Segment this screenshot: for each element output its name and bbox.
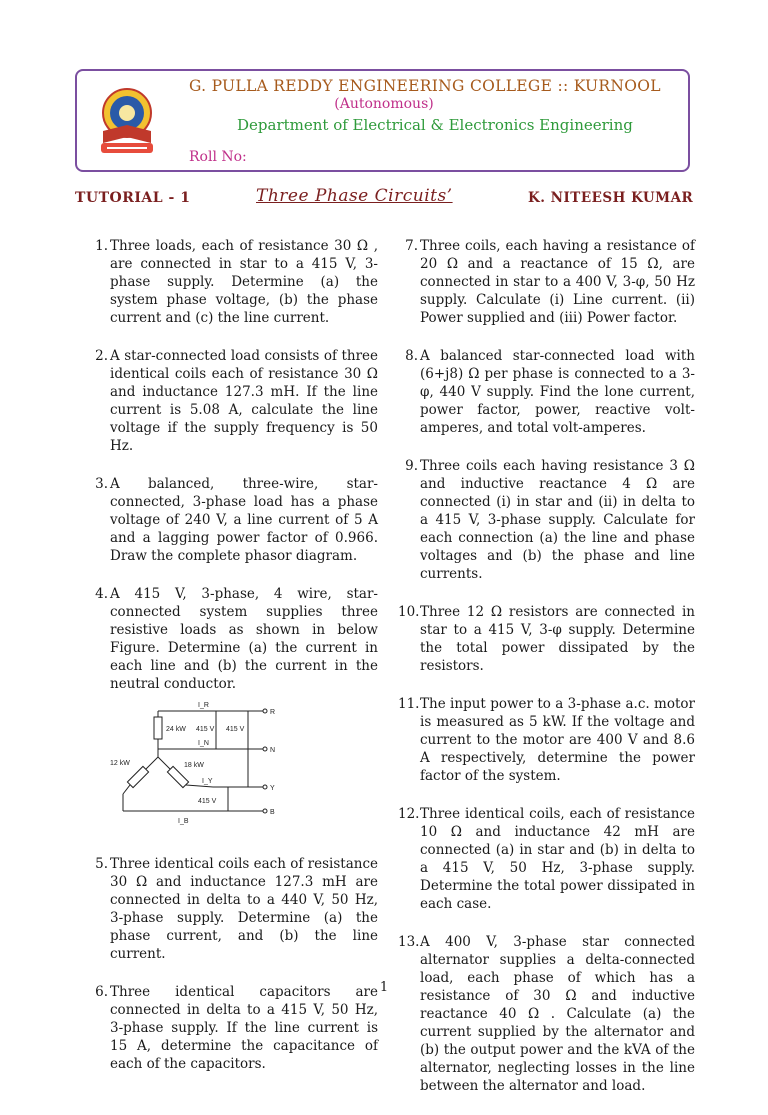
question-text: A balanced, three-wire, star-connected, 3-phase load has a phase voltage of 240 V, a line current of 5 A and a lagging power factor of 0.966. Draw the complete phasor diagram. (110, 476, 378, 564)
question-text: The input power to a 3-phase a.c. motor is measured as 5 kW. If the voltage and current to the motor are 400 V and 8.6 A respectively, determine the power factor of the system. (420, 696, 695, 784)
question-text: A 415 V, 3-phase, 4 wire, star-connected system supplies three resistive loads as shown in below Figure. Determine (a) the current in each line and (b) the current in the neutral conductor. (110, 586, 378, 692)
question-item (398, 237, 695, 327)
question-number: 2. (95, 348, 108, 364)
question-number: 3. (95, 476, 108, 492)
author-name: K. NITEESH KUMAR (528, 190, 694, 206)
label-ib: I_B (178, 818, 189, 825)
question-item (88, 237, 378, 327)
terminal-n: N (270, 747, 276, 754)
label-in: I_N (198, 740, 209, 747)
question-item (88, 585, 378, 693)
voltage-yb: 415 V (198, 798, 217, 805)
question-number: 10. (398, 604, 420, 620)
page-number: 1 (379, 980, 389, 995)
roll-no-label: Roll No: (189, 149, 247, 165)
question-item (88, 475, 378, 565)
question-number: 8. (405, 348, 418, 364)
question-number: 11. (398, 696, 420, 712)
college-name: G. PULLA REDDY ENGINEERING COLLEGE :: KURNOOL (189, 77, 661, 95)
question-item (398, 805, 695, 913)
voltage-rn: 415 V (196, 726, 215, 733)
tutorial-title: Three Phase Circuits’ (256, 186, 453, 206)
load-12kw: 12 kW (110, 760, 130, 767)
question-number: 9. (405, 458, 418, 474)
question-text: A 400 V, 3-phase star connected alternator supplies a delta-connected load, each phase of which has a resistance of 30 Ω and inductive reactance 40 Ω . Calculate (a) the current supplied by the alternator and (b) the output power and the kVA of the alternator, neglecting losses in the line between the alternator and load. (420, 934, 695, 1094)
question-number: 4. (95, 586, 108, 602)
load-18kw: 18 kW (184, 762, 204, 769)
load-24kw: 24 kW (166, 726, 186, 733)
question-item (88, 983, 378, 1073)
question-number: 1. (95, 238, 108, 254)
header-box (75, 69, 690, 172)
label-ir: I_R (198, 702, 209, 709)
question-item (398, 347, 695, 437)
question-text: Three coils each having resistance 3 Ω and inductive reactance 4 Ω are connected (i) in star and (ii) in delta to a 415 V, 3-phase supply. Calculate for each connection (a) the line and phase voltages and (b) the phase and line currents. (420, 458, 695, 582)
question-item (398, 603, 695, 675)
question-text: Three identical coils each of resistance 30 Ω and inductance 127.3 mH are connected in delta to a 440 V, 50 Hz, 3-phase supply. Determine (a) the phase current, and (b) the line current. (110, 856, 378, 962)
department-name: Department of Electrical & Electronics Engineering (237, 116, 633, 134)
question-item (398, 457, 695, 583)
question-item (398, 933, 695, 1095)
terminal-r: R (270, 709, 276, 716)
terminal-y: Y (270, 785, 275, 792)
question-text: Three identical coils, each of resistance 10 Ω and inductance 42 mH are connected (a) in star and (b) in delta to a 415 V, 50 Hz, 3-phase supply. Determine the total power dissipated in each case. (420, 806, 695, 912)
question-number: 7. (405, 238, 418, 254)
question-item (88, 855, 378, 963)
college-logo-icon (97, 85, 157, 161)
voltage-ry: 415 V (226, 726, 245, 733)
question-text: A balanced star-connected load with (6+j8) Ω per phase is connected to a 3-φ, 440 V supply. Find the lone current, power factor, power, reactive volt-amperes, and total volt-amperes. (420, 348, 695, 436)
question-number: 12. (398, 806, 420, 822)
circuit-figure (98, 699, 278, 839)
question-number: 13. (398, 934, 420, 950)
question-text: Three loads, each of resistance 30 Ω , are connected in star to a 415 V, 3-phase supply. Determine (a) the system phase voltage, (b) the phase current and (c) the line current. (110, 238, 378, 326)
question-text: Three identical capacitors are connected in delta to a 415 V, 50 Hz, 3-phase supply. If the line current is 15 A, determine the capacitance of each of the capacitors. (110, 984, 378, 1072)
question-number: 6. (95, 984, 108, 1000)
question-number: 5. (95, 856, 108, 872)
question-item (398, 695, 695, 785)
questions-left-column (88, 237, 378, 1093)
tutorial-number: TUTORIAL - 1 (75, 190, 191, 206)
autonomous-label: (Autonomous) (334, 96, 434, 112)
question-text: A star-connected load consists of three identical coils each of resistance 30 Ω and inductance 127.3 mH. If the line current is 5.08 A, calculate the line voltage if the supply frequency is 50 Hz. (110, 348, 378, 454)
terminal-b: B (270, 809, 275, 816)
question-text: Three 12 Ω resistors are connected in star to a 415 V, 3-φ supply. Determine the total power dissipated by the resistors. (420, 604, 695, 674)
question-text: Three coils, each having a resistance of 20 Ω and a reactance of 15 Ω, are connected in star to a 400 V, 3-φ, 50 Hz supply. Calculate (i) Line current. (ii) Power supplied and (iii) Power factor. (420, 238, 695, 326)
question-item (88, 347, 378, 455)
label-iy: I_Y (202, 778, 213, 785)
